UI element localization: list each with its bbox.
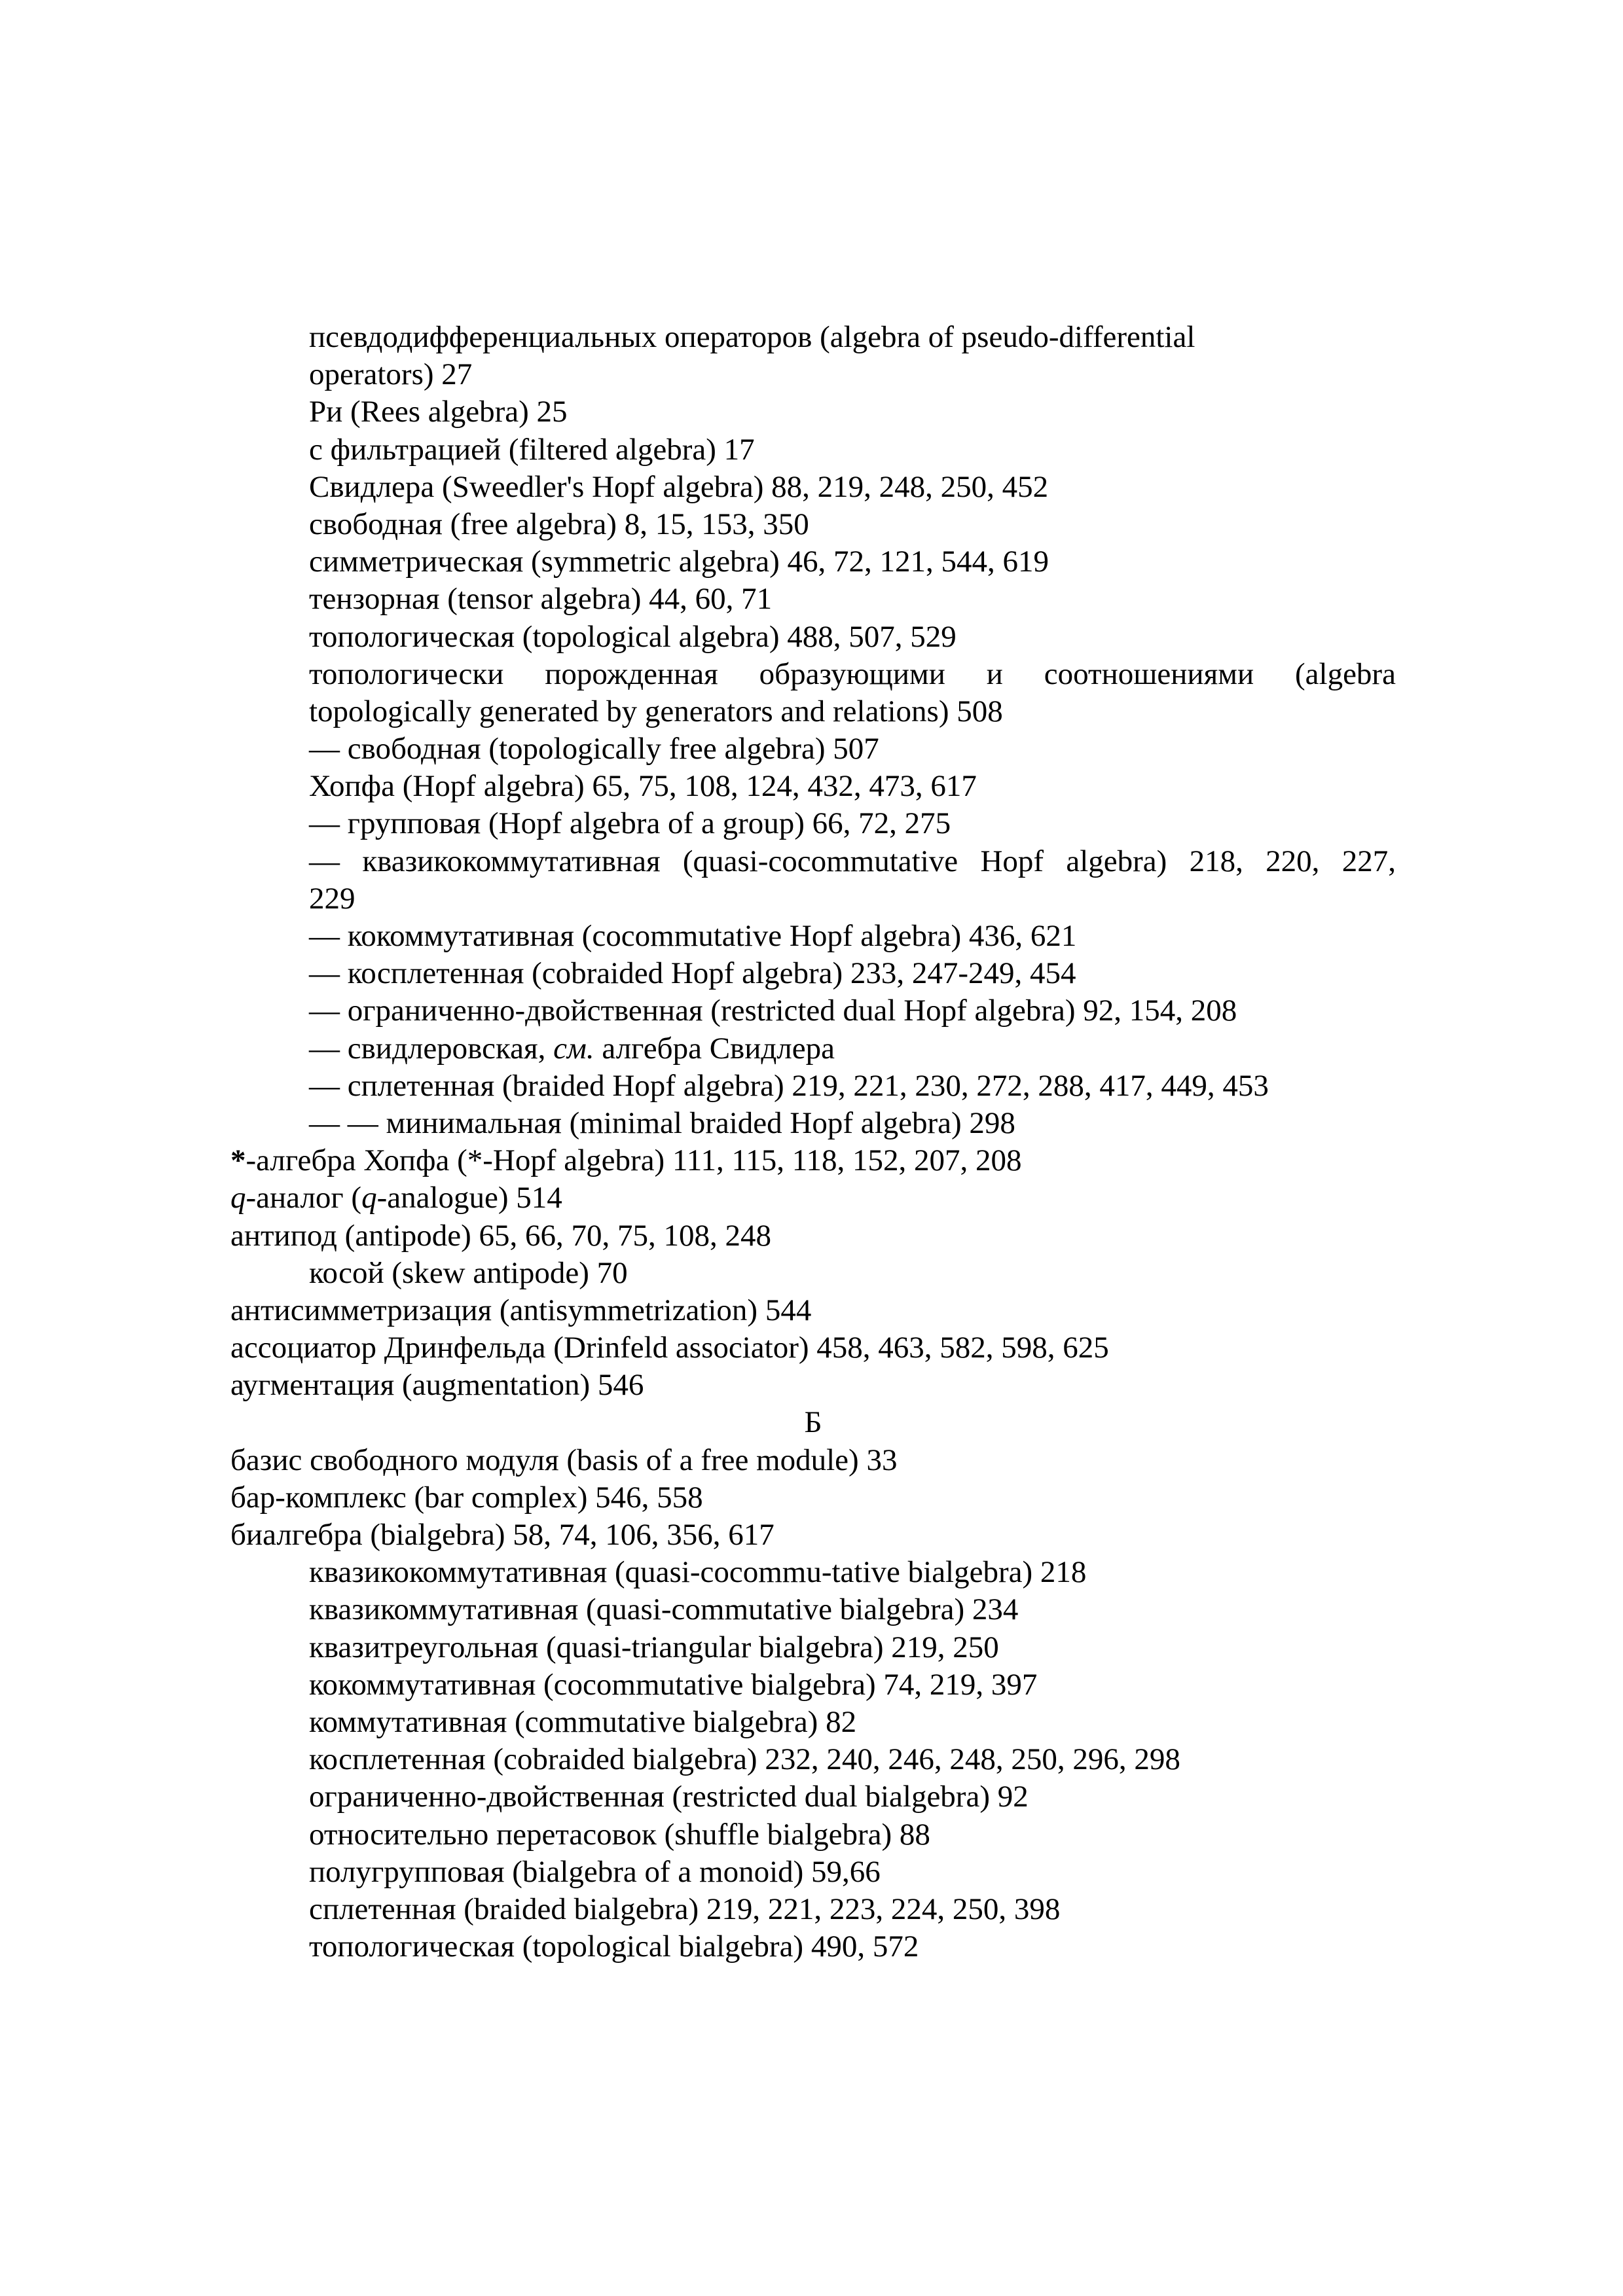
index-entry: топологическая (topological algebra) 488, 507, 529 xyxy=(309,619,957,654)
word: (quasi-cocommutative xyxy=(682,844,958,878)
index-entries xyxy=(230,319,1396,1965)
index-entry-justified xyxy=(230,843,1396,880)
index-entry xyxy=(230,1179,1396,1217)
word: и xyxy=(986,656,1003,691)
index-entry: — ограниченно-двойственная (restricted dual Hopf algebra) 92, 154, 208 xyxy=(309,994,1237,1028)
entry-text: алгебра Свидлера xyxy=(594,1031,835,1066)
word: (algebra xyxy=(1295,656,1396,691)
entry-text: — свидлеровская, xyxy=(309,1031,554,1066)
index-entry: коммутативная (commutative bialgebra) 82 xyxy=(309,1704,857,1739)
index-entry: биалгебра (bialgebra) 58, 74, 106, 356, 617 xyxy=(230,1518,775,1552)
index-entry: аугментация (augmentation) 546 xyxy=(230,1368,644,1403)
section-letter: Б xyxy=(804,1405,822,1440)
index-entry: Ри (Rees algebra) 25 xyxy=(309,395,568,429)
index-entry: косой (skew antipode) 70 xyxy=(309,1255,628,1290)
index-entry xyxy=(230,1142,1396,1179)
q-symbol: q xyxy=(230,1181,246,1215)
word: квазикокоммутативная xyxy=(362,844,661,878)
index-entry: — — минимальная (minimal braided Hopf algebra) 298 xyxy=(309,1105,1015,1140)
index-entry xyxy=(230,1030,1396,1067)
index-entry: базис свободного модуля (basis of a free module) 33 xyxy=(230,1443,898,1477)
index-entry: — косплетенная (cobraided Hopf algebra) 233, 247-249, 454 xyxy=(309,956,1076,991)
index-entry: — свободная (topologically free algebra) 507 xyxy=(309,732,879,766)
index-entry: косплетенная (cobraided bialgebra) 232, 240, 246, 248, 250, 296, 298 xyxy=(309,1742,1180,1777)
q-symbol: q xyxy=(361,1181,377,1215)
index-entry: квазикоммутативная (quasi-commutative bialgebra) 234 xyxy=(309,1592,1019,1627)
index-entry: относительно перетасовок (shuffle bialgebra) 88 xyxy=(309,1817,930,1852)
index-entry: тензорная (tensor algebra) 44, 60, 71 xyxy=(309,582,773,617)
index-entry: топологическая (topological bialgebra) 490, 572 xyxy=(309,1929,919,1964)
index-entry: с фильтрацией (filtered algebra) 17 xyxy=(309,432,755,467)
index-entry-justified xyxy=(230,656,1396,693)
index-entry: Хопфа (Hopf algebra) 65, 75, 108, 124, 432, 473, 617 xyxy=(309,769,977,804)
entry-text: -analogue) 514 xyxy=(376,1181,562,1215)
index-entry: ассоциатор Дринфельда (Drinfeld associator) 458, 463, 582, 598, 625 xyxy=(230,1331,1109,1365)
index-entry: антипод (antipode) 65, 66, 70, 75, 108, 248 xyxy=(230,1218,772,1253)
asterisk-symbol: * xyxy=(230,1143,246,1178)
index-entry: — групповая (Hopf algebra of a group) 66, 72, 275 xyxy=(309,806,951,841)
see-reference: см. xyxy=(553,1031,594,1066)
index-entry: ограниченно-двойственная (restricted dual bialgebra) 92 xyxy=(309,1780,1029,1814)
index-entry: псевдодифференциальных операторов (algebra of pseudo-differential xyxy=(309,320,1195,354)
word: топологически xyxy=(309,656,504,691)
word: образующими xyxy=(759,656,945,691)
index-entry: — кокоммутативная (cocommutative Hopf algebra) 436, 621 xyxy=(309,919,1077,953)
index-entry: симметрическая (symmetric algebra) 46, 72, 121, 544, 619 xyxy=(309,545,1049,579)
word: Hopf xyxy=(980,844,1044,878)
index-entry: полугрупповая (bialgebra of a monoid) 59,66 xyxy=(309,1854,881,1889)
word: порожденная xyxy=(545,656,718,691)
index-entry: антисимметризация (antisymmetrization) 544 xyxy=(230,1293,812,1327)
index-entry: сплетенная (braided bialgebra) 219, 221, 223, 224, 250, 398 xyxy=(309,1892,1061,1926)
word: соотношениями xyxy=(1044,656,1254,691)
entry-text: -аналог ( xyxy=(246,1181,362,1215)
index-entry: кокоммутативная (cocommutative bialgebra) 74, 219, 397 xyxy=(309,1667,1038,1702)
index-entry: operators) 27 xyxy=(309,357,473,392)
entry-text: -алгебра Хопфа (*-Hopf algebra) 111, 115, 118, 152, 207, 208 xyxy=(246,1143,1022,1178)
index-entry: свободная (free algebra) 8, 15, 153, 350 xyxy=(309,507,809,541)
word: algebra) xyxy=(1066,844,1167,878)
word: 220, xyxy=(1266,844,1320,878)
word: 218, xyxy=(1189,844,1243,878)
index-entry: 229 xyxy=(309,881,356,916)
index-entry: бар-комплекс (bar complex) 546, 558 xyxy=(230,1480,703,1515)
word: 227, xyxy=(1341,844,1396,878)
index-entry: квазикокоммутативная (quasi-cocommu-tative bialgebra) 218 xyxy=(309,1555,1087,1590)
index-entry: — сплетенная (braided Hopf algebra) 219, 221, 230, 272, 288, 417, 449, 453 xyxy=(309,1068,1269,1103)
index-entry: квазитреугольная (quasi-triangular bialgebra) 219, 250 xyxy=(309,1630,999,1664)
word: — xyxy=(309,844,340,878)
index-entry: topologically generated by generators and relations) 508 xyxy=(309,694,1003,728)
index-entry: Свидлера (Sweedler's Hopf algebra) 88, 219, 248, 250, 452 xyxy=(309,469,1049,504)
